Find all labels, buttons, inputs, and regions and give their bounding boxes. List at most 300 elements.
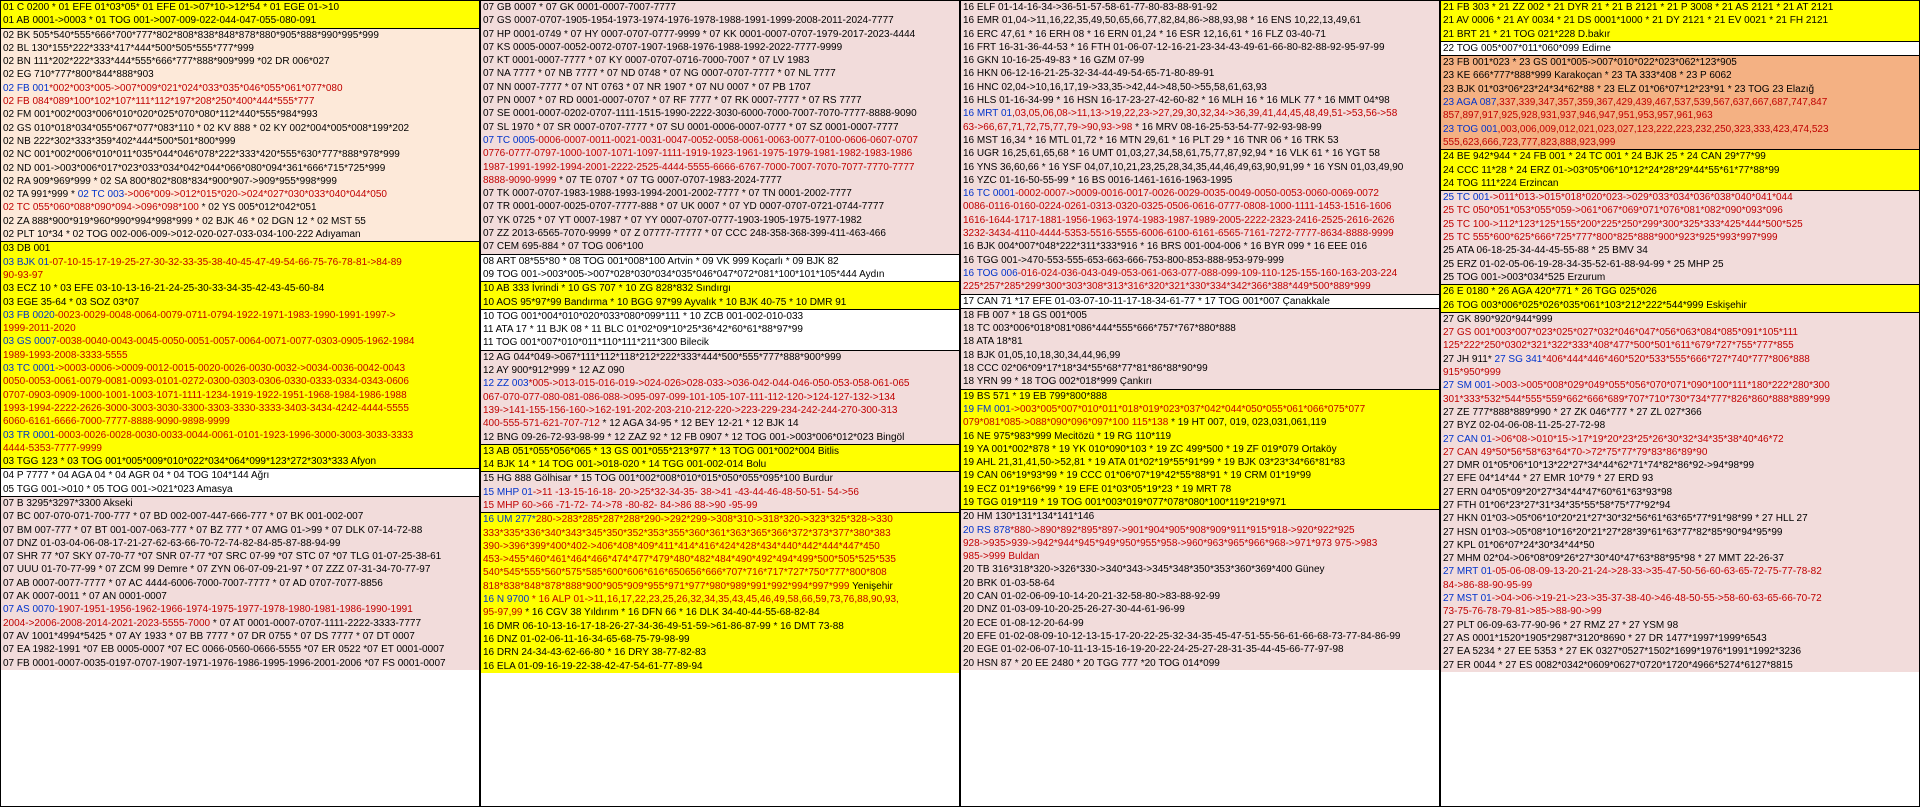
text-segment: 067-070-077-080-081-086-088->095-097-099-101-105-107-111-112-120->124-127-132->134: [483, 391, 896, 403]
text-line: [1, 510, 479, 523]
text-line: [1, 256, 479, 269]
text-line: [961, 469, 1439, 482]
text-line: [481, 472, 959, 485]
text-line: [961, 496, 1439, 509]
text-line: [481, 620, 959, 633]
text-segment: 19 AHL 21,31,41,50->52,81 * 19 ATA 01*02*19*55*91*99 * 19 BJK 03*23*34*66*81*83: [963, 457, 1346, 469]
text-line: [1441, 218, 1919, 231]
text-segment: 16 TOG 006: [963, 267, 1018, 279]
text-segment: 27 BYZ 02-04-06-08-11-25-27-72-98: [1443, 420, 1606, 432]
text-segment: 0776-0777-0797-1000-1007-1071-1097-1111-1919-1923-1961-1975-1979-1981-1982-1983-1986: [483, 148, 913, 160]
cell-block: [1, 1, 479, 29]
text-segment: 02 RA 909*969*999 * 02 SA 800*802*808*834*900*907->909*955*998*999: [3, 175, 337, 187]
text-segment: 95-97,99: [483, 607, 523, 619]
text-line: [1441, 366, 1919, 379]
text-line: [481, 174, 959, 187]
text-line: [961, 107, 1439, 120]
text-line: [1441, 565, 1919, 578]
text-line: [961, 174, 1439, 187]
text-line: [481, 200, 959, 213]
text-segment: 02 NC 001*002*006*010*011*035*044*046*078*222*333*420*555*630*777*888*978*999: [3, 149, 400, 161]
text-line: [1441, 592, 1919, 605]
text-line: [1441, 326, 1919, 339]
text-line: [961, 67, 1439, 80]
text-line: [1441, 231, 1919, 244]
text-line: [961, 161, 1439, 174]
text-segment: 125*222*250*0302*321*322*333*408*477*500*501*611*679*727*755*777*855: [1443, 340, 1794, 352]
text-segment: 07 AB 0007-0077-7777 * 07 AC 4444-6006-7000-7007-7777 * 07 AD 0707-7077-8856: [3, 577, 383, 589]
text-line: [1, 630, 479, 643]
column-2: [481, 1, 961, 806]
text-segment: 2004->2006-2008-2014-2021-2023-5555-7000: [3, 617, 211, 629]
cell-block: [1, 29, 479, 243]
text-line: [1, 577, 479, 590]
text-line: [481, 527, 959, 540]
cell-block: [481, 445, 959, 473]
text-line: [1, 603, 479, 616]
cell-block: [1441, 191, 1919, 285]
text-line: [961, 1, 1439, 14]
text-line: [1, 335, 479, 348]
text-segment: 20 ECE 01-08-12-20-64-99: [963, 617, 1084, 629]
text-segment: 24 BE 942*944 * 24 FB 001 * 24 TC 001 * 24 BJK 25 * 24 CAN 29*77*99: [1443, 151, 1766, 163]
text-line: [1, 550, 479, 563]
text-line: [481, 553, 959, 566]
text-segment: 02 PLT 10*34 * 02 TOG 002-006-009->012-020-027-033-034-100-222 Adıyaman: [3, 229, 361, 241]
text-segment: 02 NB 222*302*333*359*402*444*500*501*800*999: [3, 135, 236, 147]
text-segment: 07 CEM 695-884 * 07 TOG 006*100: [483, 241, 644, 253]
text-line: [481, 646, 959, 659]
text-line: [1441, 313, 1919, 326]
text-segment: 16 ERC 47,61 * 16 ERH 08 * 16 ERN 01,24 * 16 ESR 12,16,61 * 16 FLZ 03-40-71: [963, 28, 1326, 40]
text-line: [1, 148, 479, 161]
text-line: [1, 309, 479, 322]
text-line: [481, 54, 959, 67]
text-line: [1, 1, 479, 14]
text-segment: 19 FM 001: [963, 403, 1011, 415]
text-segment: 19 BS 571 * 19 EB 799*800*888: [963, 390, 1108, 402]
text-segment: 20 EFE 01-02-08-09-10-12-13-15-17-20-22-25-32-34-35-45-47-51-55-56-61-66-68-73-77-84-86-99: [963, 630, 1401, 642]
text-segment: 03 EGE 35-64 * 03 SOZ 03*07: [3, 296, 140, 308]
text-segment: 07 TC 0005: [483, 134, 536, 146]
text-line: [961, 147, 1439, 160]
text-segment: 18 ATA 18*81: [963, 336, 1023, 348]
text-segment: 16 DRN 24-34-43-62-66-80 * 16 DRY 38-77-82-83: [483, 647, 707, 659]
text-line: [1, 68, 479, 81]
text-line: [481, 593, 959, 606]
text-segment: ->11 -13-15-16-18- 20->25*32-34-35- 38->41 -43-44-46-48-50-51- 54->56: [532, 486, 859, 498]
text-segment: -0023-0029-0048-0064-0079-0711-0794-1922-1971-1983-1990-1991-1997->: [54, 309, 396, 321]
text-segment: -016-024-036-043-049-053-061-063-077-088-099-109-110-125-155-160-163-203-224: [1017, 267, 1398, 279]
text-segment: 07 TR 0001-0007-0025-0707-7777-888 * 07 UK 0007 * 07 YD 0007-0707-0721-0744-7777: [483, 201, 885, 213]
text-segment: 1616-1644-1717-1881-1956-1963-1974-1983-1987-1989-2005-2222-2323-2416-2525-2616-2626: [963, 214, 1395, 226]
text-segment: 10 AOS 95*97*99 Bandırma * 10 BGG 97*99 Ayvalık * 10 BJK 40-75 * 10 DMR 91: [483, 296, 847, 308]
text-segment: 16 EMR 01,04->11,16,22,35,49,50,65,66,77,82,84,86->88,93,98 * 16 ENS 10,22,13,49,61: [963, 15, 1361, 27]
text-segment: 23 KE 666*777*888*999 Karakoçan * 23 TA 333*408 * 23 P 6062: [1443, 70, 1732, 82]
cell-block: [961, 510, 1439, 670]
text-segment: ->011*013->015*018*020*023->029*033*034*036*038*040*041*044: [1489, 192, 1793, 204]
text-segment: 1993-1994-2222-2626-3000-3003-3030-3300-3303-3330-3333-3403-3434-4242-4444-5555: [3, 402, 409, 414]
text-segment: 16 TGG 001->470-553-555-653-663-666-753-800-853-888-953-979-999: [963, 254, 1284, 266]
text-segment: 07 GB 0007 * 07 GK 0001-0007-7007-7777: [483, 2, 676, 13]
cell-block: [1, 469, 479, 497]
text-segment: 02 ZA 888*900*919*960*990*994*998*999 * 02 BJK 46 * 02 DGN 12 * 02 MST 55: [3, 215, 366, 227]
text-segment: 07 KS 0005-0007-0052-0072-0707-1907-1968-1976-1988-1992-2022-7777-9999: [483, 41, 843, 53]
text-segment: -0038-0040-0043-0045-0050-0051-0057-0064-0071-0077-0303-0905-1962-1984: [56, 336, 415, 348]
text-line: [481, 107, 959, 120]
text-line: [961, 295, 1439, 308]
text-segment: 17 CAN 71 *17 EFE 01-03-07-10-11-17-18-34-61-77 * 17 TOG 001*007 Çanakkale: [963, 295, 1330, 307]
text-line: [1441, 605, 1919, 618]
text-segment: 18 BJK 01,05,10,18,30,34,44,96,99: [963, 349, 1121, 361]
text-segment: 16 DMR 06-10-13-16-17-18-26-27-34-36-49-51-59->61-86-87-99 * 16 DMT 73-88: [483, 620, 844, 632]
text-line: [481, 28, 959, 41]
text-segment: 15 MHP 60->66 -71-72- 74->78 -80-82- 84->86 88->90 -95-99: [483, 499, 758, 511]
text-segment: ,03,05,06,08->11,13->19,22,23->27,29,30,32,34->36,39,41,44,45,48,49,51->53,56->58: [1012, 108, 1398, 120]
text-line: [961, 14, 1439, 27]
text-segment: 12 ZZ 003: [483, 378, 529, 390]
text-line: [1, 201, 479, 214]
text-segment: 07 DNZ 01-03-04-06-08-17-21-27-62-63-66-70-72-74-82-84-85-87-88-94-99: [3, 537, 341, 549]
text-segment: 25 ERZ 01-02-05-06-19-28-34-35-52-61-88-94-99 * 25 MHP 25: [1443, 258, 1724, 270]
text-segment: 1999-2011-2020: [3, 323, 76, 335]
text-segment: 07 B 3295*3297*3300 Akseki: [3, 497, 133, 509]
text-line: [1441, 539, 1919, 552]
text-segment: 20 HM 130*131*134*141*146: [963, 511, 1095, 523]
text-segment: *406*444*446*460*520*533*555*666*727*740*777*806*888: [1542, 353, 1810, 365]
text-line: [1441, 632, 1919, 645]
text-line: [1441, 42, 1919, 55]
text-line: [1441, 433, 1919, 446]
text-segment: 07 NN 0007-7777 * 07 NT 0763 * 07 NR 1907 * 07 NU 0007 * 07 PB 1707: [483, 81, 811, 93]
text-line: [481, 499, 959, 512]
text-segment: 8888-9090-9999: [483, 174, 557, 186]
text-line: [1441, 659, 1919, 672]
text-segment: 16 ELF 01-14-16-34->36-51-57-58-61-77-80-83-88-91-92: [963, 2, 1218, 13]
text-line: [961, 280, 1439, 293]
text-line: [1, 590, 479, 603]
text-segment: 19 YA 001*002*878 * 19 YK 010*090*103 * 19 ZC 499*500 * 19 ZF 019*079 Ortaköy: [963, 443, 1337, 455]
text-segment: 19 TGG 019*119 * 19 TOG 001*003*019*077*078*080*100*119*219*971: [963, 496, 1287, 508]
text-line: [1, 497, 479, 510]
text-segment: ->006*009->012*015*020->024*027*030*033*040*044*050: [124, 189, 387, 201]
text-segment: 15 HG 888 Gölhisar * 15 TOG 001*002*008*010*015*050*055*095*100 Burdur: [483, 473, 833, 485]
text-line: [481, 268, 959, 281]
text-line: [961, 403, 1439, 416]
text-segment: 03 DB 001: [3, 243, 51, 255]
text-line: [961, 227, 1439, 240]
cell-block: [1441, 313, 1919, 672]
text-segment: 07 AV 1001*4994*5425 * 07 AY 1933 * 07 BB 7777 * 07 DR 0755 * 07 DS 7777 * 07 DT 0007: [3, 630, 415, 642]
text-segment: 04 P 7777 * 04 AGA 04 * 04 AGR 04 * 04 TOG 104*144 Ağrı: [3, 470, 270, 482]
text-line: [961, 349, 1439, 362]
text-segment: 05 TGG 001->010 * 05 TOG 001->021*023 Amasya: [3, 483, 233, 495]
text-segment: *005->013-015-016-019->024-026>028-033->036-042-044-046-050-053-058-061-065: [528, 378, 910, 390]
text-segment: 0086-0116-0160-0224-0261-0313-0320-0325-0506-0616-0777-0808-1000-1111-1453-1516-1606: [963, 201, 1392, 213]
cell-block: [1, 242, 479, 469]
text-segment: 73-75-76-78-79-81->85->88-90->99: [1443, 606, 1602, 618]
text-line: [961, 590, 1439, 603]
text-line: [1, 657, 479, 670]
text-segment: 13 AB 051*055*056*065 * 13 GS 001*055*213*977 * 13 TOG 001*002*004 Bitlis: [483, 445, 840, 457]
text-segment: -0006-0007-0011-0021-0031-0047-0052-0058-0061-0063-0077-0100-0606-0607-0707: [535, 134, 918, 146]
text-line: [481, 660, 959, 673]
text-line: [481, 67, 959, 80]
text-segment: ->04->06->19-21->23->35-37-38-40->46-48-50-55->58-60-63-65-66-70-72: [1491, 593, 1822, 605]
text-segment: 07 NA 7777 * 07 NB 7777 * 07 ND 0748 * 07 NG 0007-0707-7777 * 07 NL 7777: [483, 68, 836, 80]
cell-block: [961, 309, 1439, 390]
text-line: [961, 456, 1439, 469]
text-line: [1441, 285, 1919, 298]
text-line: [481, 121, 959, 134]
text-segment: 25 TC 100->112*123*125*155*200*225*250*299*300*325*333*425*444*500*525: [1443, 218, 1803, 230]
text-segment: 02 FB 001: [3, 82, 50, 94]
text-segment: 18 FB 007 * 18 GS 001*005: [963, 309, 1087, 321]
text-line: [1, 95, 479, 108]
text-segment: 27 FTH 01*06*23*27*31*34*35*55*58*75*77*92*94: [1443, 499, 1671, 511]
text-segment: 400-555-571-621-707-712: [483, 418, 600, 430]
text-segment: 16 YNS 36,60,66 * 16 YSF 04,07,10,21,23,25,28,34,35,44,46,49,63,90,91,99 * 16 YSN 01,03,49,90: [963, 161, 1404, 173]
text-segment: 18 CCC 02*06*09*17*18*34*55*68*77*81*86*88*90*99: [963, 363, 1208, 375]
text-line: [1441, 28, 1919, 41]
text-line: [1441, 512, 1919, 525]
text-line: [961, 390, 1439, 403]
text-segment: 16 UM 277*: [483, 514, 536, 526]
text-segment: 21 BRT 21 * 21 TOG 021*228 D.bakır: [1443, 28, 1611, 40]
text-segment: 01 AB 0001->0003 * 01 TOG 001->007-009-022-044-047-055-080-091: [3, 15, 317, 27]
text-line: [481, 187, 959, 200]
text-line: [961, 443, 1439, 456]
text-segment: 16 GKN 10-16-25-49-83 * 16 GZM 07-99: [963, 55, 1145, 67]
text-segment: *880->890*892*895*897->901*904*905*908*909*911*915*918->920*922*925: [1010, 524, 1355, 536]
text-line: [1441, 619, 1919, 632]
text-segment: 0050-0053-0061-0079-0081-0093-0101-0272-0300-0303-0306-0330-0333-0334-0343-0606: [3, 376, 409, 388]
text-line: [1, 162, 479, 175]
text-line: [961, 41, 1439, 54]
cell-block: [481, 282, 959, 310]
text-segment: 07 AK 0007-0011 * 07 AN 0001-0007: [3, 591, 167, 603]
text-segment: 18 YRN 99 * 18 TOG 002*018*999 Çankırı: [963, 376, 1153, 388]
cell-block: [481, 1, 959, 255]
text-segment: -05-06-08-09-13-20-21-24->28-33->35-47-50-56-60-63-65-72-75-77-78-82: [1492, 566, 1822, 578]
text-segment: 27 CAN 49*50*56*58*63*64*70->72*75*77*79*83*86*89*90: [1443, 446, 1708, 458]
text-segment: 24 TOG 111*224 Erzincan: [1443, 177, 1559, 189]
text-segment: 12 AY 900*912*999 * 12 AZ 090: [483, 365, 625, 377]
text-segment: 02 FB 084*089*100*102*107*111*112*197*208*250*400*444*555*777: [3, 96, 315, 108]
cell-block: [1, 497, 479, 670]
text-line: [961, 335, 1439, 348]
text-segment: 14 BJK 14 * 14 TOG 001->018-020 * 14 TGG 001-002-014 Bolu: [483, 459, 767, 471]
text-line: [961, 28, 1439, 41]
column-1: [1, 1, 481, 806]
text-line: [1441, 339, 1919, 352]
text-line: [481, 310, 959, 323]
text-segment: 02 BK 505*540*555*666*700*777*802*808*838*848*878*880*905*888*990*995*999: [3, 29, 379, 41]
text-segment: ,003,006,009,012,021,023,027,123,222,223,232,250,323,333,423,474,523: [1497, 123, 1829, 135]
text-line: [1, 215, 479, 228]
cell-block: [1441, 285, 1919, 313]
text-segment: 20 BRK 01-03-58-64: [963, 577, 1055, 589]
text-segment: 20 CAN 01-02-06-09-10-14-20-21-32-58-80->83-88-92-99: [963, 591, 1221, 603]
text-segment: 27 ZE 777*888*889*990 * 27 ZK 046*777 * 27 ZL 027*366: [1443, 406, 1702, 418]
text-segment: 07 TK 0007-0707-1983-1988-1993-1994-2001-2002-7777 * 07 TN 0001-2002-7777: [483, 188, 852, 200]
text-line: [1, 42, 479, 55]
cell-block: [961, 295, 1439, 309]
text-segment: 16 NE 975*983*999 Mecitözü * 19 RG 110*119: [963, 430, 1172, 442]
text-segment: 03 TGG 123 * 03 TOG 001*005*009*010*022*034*064*099*123*272*303*333 Afyon: [3, 456, 377, 468]
text-segment: 19 ECZ 01*19*66*99 * 19 EFE 01*03*05*19*23 * 19 MRT 78: [963, 483, 1232, 495]
text-segment: 02 EG 710*777*800*844*888*903: [3, 69, 154, 81]
text-line: [1, 415, 479, 428]
text-line: [1441, 136, 1919, 149]
text-line: [1, 349, 479, 362]
text-line: [961, 187, 1439, 200]
text-line: [961, 322, 1439, 335]
text-line: [1, 14, 479, 27]
text-line: [961, 524, 1439, 537]
text-segment: 555,623,666,723,777,823,888,923,999: [1443, 136, 1616, 148]
text-segment: 07 GS 0007-0707-1905-1954-1973-1974-1976-1978-1988-1991-1999-2008-2011-2024-7777: [483, 15, 894, 27]
cell-block: [1441, 42, 1919, 56]
text-line: [481, 513, 959, 526]
text-line: [1441, 56, 1919, 69]
text-segment: 07 SE 0001-0007-0202-0707-1111-1515-1990-2222-3030-6000-7000-7007-7070-7777-8888-9090: [483, 108, 917, 120]
text-segment: 16 HNC 02,04->10,16,17,19->33,35->42,44->48,50->55,58,61,63,93: [963, 81, 1267, 93]
text-line: [1, 524, 479, 537]
text-segment: 079*081*085->088*090*096*097*100 115*138: [963, 417, 1169, 429]
text-line: [1, 563, 479, 576]
text-segment: 63->66,67,71,72,75,77,79->90,93->98: [963, 121, 1133, 133]
text-line: [1441, 191, 1919, 204]
text-segment: 03 ECZ 10 * 03 EFE 03-10-13-16-21-24-25-30-33-34-35-42-43-45-60-84: [3, 283, 325, 295]
text-line: [481, 227, 959, 240]
text-segment: 02 TC 055*060*088*090*094->096*098*100: [3, 202, 199, 214]
text-line: [1441, 486, 1919, 499]
text-segment: 11 TOG 001*007*010*011*110*111*211*300 Bilecik: [483, 337, 709, 349]
text-segment: 928->935>939->942*944*945*949*950*955*958->960*963*965*966*968->971*973 975->983: [963, 537, 1378, 549]
text-segment: 23 BJK 01*03*06*23*24*34*62*88 * 23 ELZ 01*06*07*12*23*91 * 23 TOG 23 Elazığ: [1443, 83, 1815, 95]
text-segment: 16 TC 0001: [963, 188, 1016, 200]
cell-block: [481, 472, 959, 513]
text-segment: ->003->005*008*029*049*055*056*070*071*090*100*111*180*222*280*300: [1491, 380, 1830, 392]
text-segment: 25 TC 050*051*053*055*059->061*067*069*071*076*081*082*090*093*096: [1443, 205, 1783, 217]
text-line: [961, 240, 1439, 253]
text-line: [961, 267, 1439, 280]
text-segment: 27 PLT 06-09-63-77-90-96 * 27 RMZ 27 * 27 YSM 98: [1443, 619, 1679, 631]
text-segment: 11 ATA 17 * 11 BJK 08 * 11 BLC 01*02*09*10*25*36*42*60*61*88*97*99: [483, 324, 803, 336]
text-segment: 20 EGE 01-02-06-07-10-11-13-15-16-19-20-22-24-25-27-28-31-35-44-45-66-77-97-98: [963, 644, 1344, 656]
text-line: [481, 391, 959, 404]
text-segment: 07 BC 007-070-071-700-777 * 07 BD 002-007-447-666-777 * 07 BK 001-002-007: [3, 511, 364, 523]
text-segment: 139->141-155-156-160->162-191-202-203-210-212-220->223-229-234-242-244-270-300-313: [483, 404, 898, 416]
text-segment: ->003*005*007*010*011*018*019*023*037*042*044*050*055*061*066*075*077: [1010, 403, 1366, 415]
text-line: [481, 404, 959, 417]
text-segment: -07-10-15-17-19-25-27-30-32-33-35-38-40-45-47-49-54-66-75-76-78-81->84-89: [49, 256, 402, 268]
text-segment: 25 TC 001: [1443, 192, 1490, 204]
text-line: [1, 228, 479, 241]
text-line: [1, 55, 479, 68]
text-line: [481, 41, 959, 54]
text-segment: 07 HP 0001-0749 * 07 HY 0007-0707-0777-9999 * 07 KK 0001-0007-0707-1979-2017-2023-4444: [483, 28, 916, 40]
text-segment: 27 HKN 01*03->05*06*10*20*21*27*30*32*56*61*63*65*77*91*98*99 * 27 HLL 27: [1443, 513, 1808, 525]
text-line: [481, 81, 959, 94]
text-line: [961, 537, 1439, 550]
text-line: [1, 389, 479, 402]
text-line: [481, 606, 959, 619]
text-segment: 07 YK 0725 * 07 YT 0007-1987 * 07 YY 0007-0707-0777-1903-1905-1975-1977-1982: [483, 214, 862, 226]
text-segment: 02 BN 111*202*222*333*444*555*666*777*888*909*999 *02 DR 006*027: [3, 56, 330, 68]
text-segment: 07 ZZ 2013-6565-7070-9999 * 07 Z 07777-77777 * 07 CCC 248-358-368-399-411-463-466: [483, 228, 886, 240]
text-line: [481, 214, 959, 227]
text-line: [481, 540, 959, 553]
text-line: [1441, 164, 1919, 177]
text-segment: 915*950*999: [1443, 367, 1501, 379]
text-segment: 03 TC 0001: [3, 363, 56, 375]
text-segment: 07 KT 0001-0007-7777 * 07 KY 0007-0707-0716-7000-7007 * 07 LV 1983: [483, 55, 810, 67]
text-line: [1, 122, 479, 135]
text-segment: 27 KPL 01*06*07*24*30*34*44*50: [1443, 539, 1595, 551]
text-segment: 280->283*285*287*288*290->292*299->308*310->318*320->323*325*328->330: [535, 514, 893, 526]
text-segment: -1907-1951-1956-1962-1966-1974-1975-1977-1978-1980-1981-1986-1990-1991: [54, 604, 413, 616]
text-line: [1441, 379, 1919, 392]
text-line: [1, 242, 479, 255]
text-segment: 1989-1993-2008-3333-5555: [3, 349, 128, 361]
text-segment: 6060-6161-6666-7000-7777-8888-9090-9898-9999: [3, 416, 230, 428]
text-line: [1441, 271, 1919, 284]
text-segment: 0707-0903-0909-1000-1001-1003-1071-1111-1234-1919-1922-1951-1968-1984-1986-1988: [3, 389, 407, 401]
text-segment: 16 ELA 01-09-16-19-22-38-42-47-54-61-77-89-94: [483, 660, 703, 672]
text-segment: 818*838*848*878*888*900*905*909*955*971*977*980*989*991*992*994*997*999: [483, 580, 850, 592]
text-segment: 02 TA 991*999 *: [3, 189, 78, 201]
text-line: [1441, 499, 1919, 512]
text-line: [1441, 419, 1919, 432]
text-line: [481, 377, 959, 390]
text-line: [1441, 177, 1919, 190]
text-line: [1441, 353, 1919, 366]
text-segment: 16 DNZ 01-02-06-11-16-34-65-68-75-79-98-99: [483, 633, 690, 645]
text-line: [1, 617, 479, 630]
text-line: [1, 362, 479, 375]
text-segment: 07 SHR 77 *07 SKY 07-70-77 *07 SNR 07-77 *07 SRC 07-99 *07 STC 07 *07 TLG 01-07-25-38-61: [3, 551, 442, 563]
text-line: [1441, 204, 1919, 217]
text-segment: 27 SG 341: [1494, 353, 1543, 365]
text-segment: 12 BNG 09-26-72-93-98-99 * 12 ZAZ 92 * 12 FB 0907 * 12 TOG 001->003*006*012*023 Bingöl: [483, 431, 905, 443]
text-segment: 27 EFE 04*14*44 * 27 EMR 10*79 * 27 ERD 93: [1443, 473, 1654, 485]
text-line: [481, 431, 959, 444]
text-segment: 16 MRT 01: [963, 108, 1013, 120]
text-line: [961, 630, 1439, 643]
text-line: [1441, 299, 1919, 312]
text-line: [1441, 459, 1919, 472]
cell-block: [1441, 56, 1919, 150]
text-line: [481, 364, 959, 377]
text-line: [1, 483, 479, 496]
cell-block: [481, 513, 959, 673]
text-segment: 27 JH 911*: [1443, 353, 1495, 365]
text-segment: 23 TOG 001: [1443, 123, 1498, 135]
text-line: [481, 240, 959, 253]
text-segment: 18 TC 003*006*018*081*086*444*555*666*757*767*880*888: [963, 323, 1236, 335]
text-segment: 540*545*555*560*575*585*600*606*616*650656*666*707*716*717*727*750*777*800*808: [483, 567, 887, 579]
text-line: [961, 121, 1439, 134]
text-line: [1441, 472, 1919, 485]
text-segment: 25 TOG 001->003*034*525 Erzurum: [1443, 271, 1606, 283]
text-line: [961, 81, 1439, 94]
text-segment: ->06*08->010*15->17*19*20*23*25*26*30*32*34*35*38*40*46*72: [1491, 433, 1784, 445]
text-line: [1441, 406, 1919, 419]
text-line: [481, 1, 959, 14]
text-line: [481, 14, 959, 27]
